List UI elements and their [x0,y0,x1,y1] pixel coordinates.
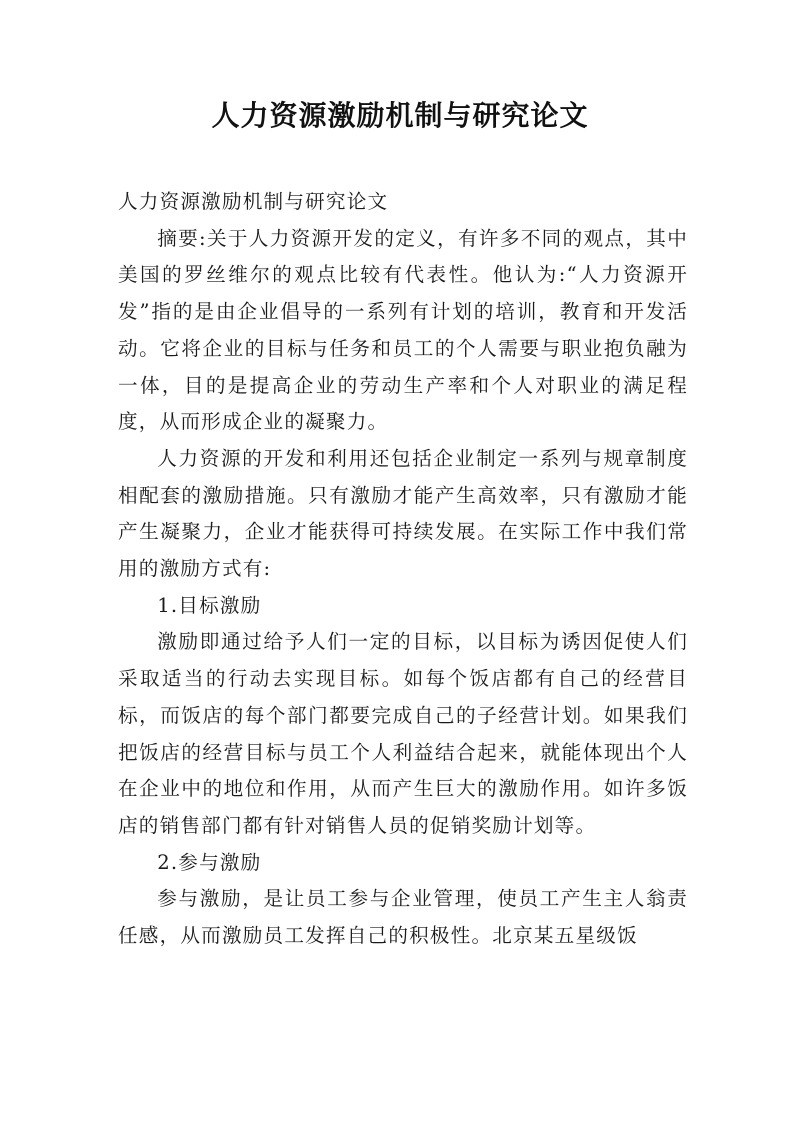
abstract-paragraph: 摘要:关于人力资源开发的定义，有许多不同的观点，其中美国的罗丝维尔的观点比较有代表性。他认为:“人力资源开发”指的是由企业倡导的一系列有计划的培训，教育和开发活动。它将企业的目标与任务和员工的个人需要与职业抱负融为一体，目的是提高企业的劳动生产率和个人对职业的满足程度，从而形成企业的凝聚力。 [118,226,688,434]
body-paragraph: 激励即通过给予人们一定的目标，以目标为诱因促使人们采取适当的行动去实现目标。如每个饭店都有自己的经营目标，而饭店的每个部门都要完成自己的子经营计划。如果我们把饭店的经营目标与员工个人利益结合起来，就能体现出个人在企业中的地位和作用，从而产生巨大的激励作用。如许多饭店的销售部门都有针对销售人员的促销奖励计划等。 [118,630,688,837]
body-paragraph: 参与激励，是让员工参与企业管理，使员工产生主人翁责任感，从而激励员工发挥自己的积极性。北京某五星级饭 [118,887,688,948]
body-paragraph: 人力资源的开发和利用还包括企业制定一系列与规章制度相配套的激励措施。只有激励才能产生高效率，只有激励才能产生凝聚力，企业才能获得可持续发展。在实际工作中我们常用的激励方式有: [118,446,688,581]
subtitle-line: 人力资源激励机制与研究论文 [118,190,389,213]
document-title: 人力资源激励机制与研究论文 [211,99,589,132]
section-heading-participation-incentive: 2.参与激励 [157,850,262,874]
section-heading-goal-incentive: 1.目标激励 [157,593,262,617]
document-body [118,184,688,955]
